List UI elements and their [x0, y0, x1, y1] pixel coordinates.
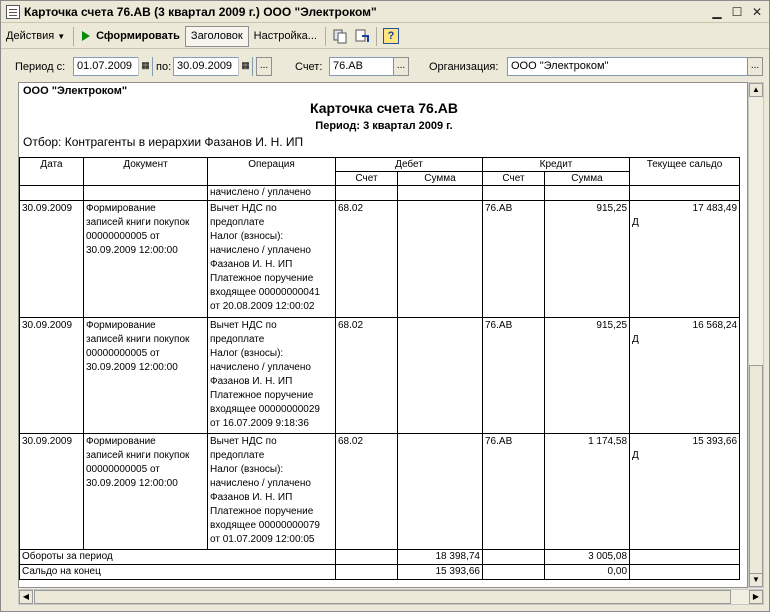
- maximize-icon[interactable]: ☐: [731, 4, 743, 19]
- row-operation: Вычет НДС по предоплате Налог (взносы): начислено / уплачено Фазанов И. Н. ИП Платежное поручение входящее 00000000079 от 01.07.2009 12:00:05: [208, 434, 336, 550]
- header-debit-amount: Сумма: [398, 172, 483, 186]
- report-area[interactable]: [18, 82, 748, 588]
- row-debit-account: 68.02: [336, 318, 398, 434]
- row-credit-amount: 1 174,58: [545, 434, 630, 550]
- horizontal-scroll-thumb[interactable]: [34, 590, 731, 604]
- account-input[interactable]: [329, 57, 395, 76]
- date-from-value: 01.07.2009: [77, 60, 133, 72]
- row-date: 30.09.2009: [20, 318, 84, 434]
- toolbar: [1, 24, 769, 49]
- row-debit-amount: [398, 318, 483, 434]
- header-balance: Текущее сальдо: [630, 158, 740, 186]
- organization-select-button[interactable]: ...: [747, 57, 763, 76]
- row-debit-amount: [398, 434, 483, 550]
- refresh-button[interactable]: [351, 26, 373, 47]
- date-to-value: 30.09.2009: [177, 60, 233, 72]
- toolbar-separator: [376, 27, 377, 46]
- period-label: Период с:: [15, 61, 66, 73]
- organization-input[interactable]: [507, 57, 749, 76]
- organization-label: Организация:: [429, 61, 499, 73]
- dropdown-arrow-icon: ▼: [57, 31, 66, 41]
- scroll-left-icon[interactable]: ◀: [19, 590, 33, 604]
- calendar-icon[interactable]: ▦: [138, 57, 152, 76]
- generate-label: Сформировать: [96, 30, 180, 42]
- row-credit-account: 76.АВ: [483, 318, 545, 434]
- row-debit-amount: [398, 201, 483, 318]
- document-icon: [6, 5, 20, 19]
- account-card-table: [19, 157, 740, 580]
- closing-credit: 0,00: [545, 565, 630, 580]
- row-operation: Вычет НДС по предоплате Налог (взносы): начислено / уплачено Фазанов И. Н. ИП Платежное поручение входящее 00000000029 от 16.07.2009 9:18:36: [208, 318, 336, 434]
- to-label: по:: [156, 61, 172, 73]
- settings-label: Настройка...: [253, 30, 317, 42]
- row-date: 30.09.2009: [20, 434, 84, 550]
- header-toggle-button[interactable]: [185, 26, 249, 47]
- table-row: [20, 434, 740, 550]
- minimize-icon[interactable]: ▁: [712, 4, 722, 19]
- table-row: [20, 318, 740, 434]
- actions-label: Действия: [6, 30, 55, 42]
- settings-button[interactable]: [249, 26, 322, 47]
- help-icon: ?: [383, 28, 399, 44]
- header-credit-amount: Сумма: [545, 172, 630, 186]
- header-label: Заголовок: [190, 30, 243, 42]
- play-icon: [82, 31, 90, 41]
- turnover-debit: 18 398,74: [398, 550, 483, 565]
- turnover-label: Обороты за период: [20, 550, 336, 565]
- report-period: Период: 3 квартал 2009 г.: [315, 120, 453, 132]
- actions-menu[interactable]: [1, 26, 70, 47]
- row-debit-account: 68.02: [336, 434, 398, 550]
- row-credit-account: 76.АВ: [483, 434, 545, 550]
- close-icon[interactable]: ✕: [751, 4, 763, 19]
- closing-debit: 15 393,66: [398, 565, 483, 580]
- copy-icon: [332, 28, 348, 44]
- filter-bar: [1, 53, 769, 79]
- scroll-right-icon[interactable]: ▶: [749, 590, 763, 604]
- row-balance: 17 483,49 Д: [630, 201, 740, 318]
- row-document: Формирование записей книги покупок 00000000005 от 30.09.2009 12:00:00: [84, 434, 208, 550]
- vertical-scrollbar[interactable]: [748, 82, 764, 588]
- report-org: ООО "Электроком": [23, 85, 128, 97]
- row-date: 30.09.2009: [20, 201, 84, 318]
- row-credit-amount: 915,25: [545, 201, 630, 318]
- row-document: Формирование записей книги покупок 00000000005 от 30.09.2009 12:00:00: [84, 201, 208, 318]
- continuation-text: начислено / уплачено: [208, 186, 336, 201]
- account-label: Счет:: [295, 61, 323, 73]
- header-operation: Операция: [208, 158, 336, 186]
- header-credit-account: Счет: [483, 172, 545, 186]
- row-balance: 15 393,66 Д: [630, 434, 740, 550]
- account-select-button[interactable]: ...: [393, 57, 409, 76]
- toolbar-separator: [73, 27, 74, 46]
- header-debit-account: Счет: [336, 172, 398, 186]
- closing-balance-row: [20, 565, 740, 580]
- generate-button[interactable]: [77, 26, 185, 47]
- copy-button[interactable]: [329, 26, 351, 47]
- continuation-row: [20, 186, 740, 201]
- calendar-icon[interactable]: ▦: [238, 57, 252, 76]
- report-title: Карточка счета 76.АВ: [310, 100, 458, 116]
- help-button[interactable]: [380, 26, 402, 47]
- header-document: Документ: [84, 158, 208, 186]
- report-selection: Отбор: Контрагенты в иерархии Фазанов И. Н. ИП: [23, 135, 304, 149]
- row-document: Формирование записей книги покупок 00000000005 от 30.09.2009 12:00:00: [84, 318, 208, 434]
- closing-label: Сальдо на конец: [20, 565, 336, 580]
- toolbar-separator: [325, 27, 326, 46]
- turnover-row: [20, 550, 740, 565]
- organization-value: ООО "Электроком": [511, 60, 609, 72]
- window-title: Карточка счета 76.АВ (3 квартал 2009 г.) ООО "Электроком": [24, 4, 377, 19]
- table-row: [20, 201, 740, 318]
- turnover-credit: 3 005,08: [545, 550, 630, 565]
- refresh-icon: [354, 28, 370, 44]
- account-value: 76.АВ: [333, 60, 363, 72]
- horizontal-scrollbar[interactable]: [18, 589, 764, 605]
- row-credit-amount: 915,25: [545, 318, 630, 434]
- header-date: Дата: [20, 158, 84, 186]
- vertical-scroll-thumb[interactable]: [749, 365, 763, 575]
- row-credit-account: 76.АВ: [483, 201, 545, 318]
- row-operation: Вычет НДС по предоплате Налог (взносы): начислено / уплачено Фазанов И. Н. ИП Платежное поручение входящее 00000000041 от 20.08.2009 12:00:02: [208, 201, 336, 318]
- title-bar: [1, 1, 769, 23]
- header-debit: Дебет: [336, 158, 483, 172]
- row-balance: 16 568,24 Д: [630, 318, 740, 434]
- row-debit-account: 68.02: [336, 201, 398, 318]
- header-credit: Кредит: [483, 158, 630, 172]
- period-select-button[interactable]: ...: [256, 57, 272, 76]
- scroll-up-icon[interactable]: ▲: [749, 83, 763, 97]
- scroll-down-icon[interactable]: ▼: [749, 573, 763, 587]
